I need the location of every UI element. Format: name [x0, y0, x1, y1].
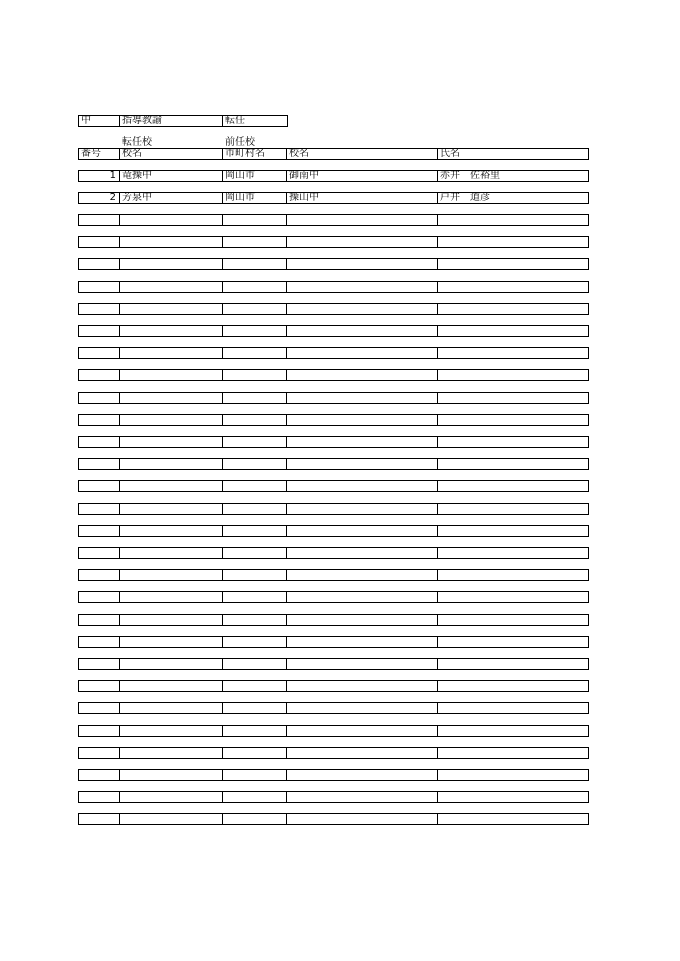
previous-school-group-label: 前任校	[225, 137, 255, 148]
empty-row-number	[78, 414, 120, 426]
empty-new-school-cell	[119, 547, 223, 559]
empty-previous-school-cell	[286, 236, 438, 248]
empty-row-number	[78, 680, 120, 692]
empty-city-cell	[222, 392, 287, 404]
column-header-new-school: 校名	[119, 148, 223, 160]
empty-new-school-cell	[119, 281, 223, 293]
empty-new-school-cell	[119, 569, 223, 581]
empty-name-cell	[437, 392, 589, 404]
empty-new-school-cell	[119, 725, 223, 737]
empty-previous-school-cell	[286, 325, 438, 337]
column-header-name: 氏名	[437, 148, 589, 160]
empty-city-cell	[222, 614, 287, 626]
empty-city-cell	[222, 480, 287, 492]
empty-row-number	[78, 591, 120, 603]
empty-name-cell	[437, 614, 589, 626]
empty-row-number	[78, 614, 120, 626]
empty-city-cell	[222, 702, 287, 714]
empty-new-school-cell	[119, 769, 223, 781]
empty-new-school-cell	[119, 369, 223, 381]
empty-previous-school-cell	[286, 303, 438, 315]
empty-name-cell	[437, 569, 589, 581]
empty-city-cell	[222, 725, 287, 737]
empty-previous-school-cell	[286, 258, 438, 270]
empty-row-number	[78, 525, 120, 537]
empty-city-cell	[222, 747, 287, 759]
empty-city-cell	[222, 458, 287, 470]
empty-name-cell	[437, 303, 589, 315]
empty-city-cell	[222, 813, 287, 825]
empty-row-number	[78, 658, 120, 670]
empty-previous-school-cell	[286, 725, 438, 737]
empty-row-number	[78, 702, 120, 714]
empty-name-cell	[437, 725, 589, 737]
empty-previous-school-cell	[286, 591, 438, 603]
empty-row-number	[78, 747, 120, 759]
empty-name-cell	[437, 591, 589, 603]
empty-new-school-cell	[119, 503, 223, 515]
empty-previous-school-cell	[286, 791, 438, 803]
empty-city-cell	[222, 569, 287, 581]
empty-row-number	[78, 258, 120, 270]
empty-new-school-cell	[119, 813, 223, 825]
empty-previous-school-cell	[286, 702, 438, 714]
empty-previous-school-cell	[286, 480, 438, 492]
empty-name-cell	[437, 347, 589, 359]
empty-city-cell	[222, 436, 287, 448]
empty-row-number	[78, 791, 120, 803]
empty-row-number	[78, 769, 120, 781]
empty-new-school-cell	[119, 480, 223, 492]
new-school-cell: 芳泉中	[119, 192, 223, 204]
empty-row-number	[78, 725, 120, 737]
empty-new-school-cell	[119, 614, 223, 626]
empty-city-cell	[222, 258, 287, 270]
empty-row-number	[78, 458, 120, 470]
empty-previous-school-cell	[286, 614, 438, 626]
empty-name-cell	[437, 547, 589, 559]
empty-new-school-cell	[119, 702, 223, 714]
empty-row-number	[78, 236, 120, 248]
empty-new-school-cell	[119, 658, 223, 670]
empty-previous-school-cell	[286, 414, 438, 426]
empty-new-school-cell	[119, 436, 223, 448]
previous-school-cell: 操山中	[286, 192, 438, 204]
empty-previous-school-cell	[286, 525, 438, 537]
empty-name-cell	[437, 436, 589, 448]
empty-name-cell	[437, 702, 589, 714]
empty-name-cell	[437, 325, 589, 337]
empty-name-cell	[437, 414, 589, 426]
empty-previous-school-cell	[286, 281, 438, 293]
empty-previous-school-cell	[286, 214, 438, 226]
empty-name-cell	[437, 369, 589, 381]
school-type-cell: 中	[78, 115, 120, 127]
empty-city-cell	[222, 236, 287, 248]
empty-row-number	[78, 303, 120, 315]
empty-new-school-cell	[119, 791, 223, 803]
column-header-city: 市町村名	[222, 148, 287, 160]
empty-city-cell	[222, 281, 287, 293]
empty-new-school-cell	[119, 347, 223, 359]
empty-new-school-cell	[119, 525, 223, 537]
empty-previous-school-cell	[286, 436, 438, 448]
city-cell: 岡山市	[222, 192, 287, 204]
empty-city-cell	[222, 547, 287, 559]
empty-name-cell	[437, 258, 589, 270]
new-school-cell: 竜操中	[119, 170, 223, 182]
empty-previous-school-cell	[286, 369, 438, 381]
empty-city-cell	[222, 525, 287, 537]
empty-new-school-cell	[119, 325, 223, 337]
empty-previous-school-cell	[286, 636, 438, 648]
empty-new-school-cell	[119, 236, 223, 248]
empty-previous-school-cell	[286, 680, 438, 692]
column-header-number: 番号	[78, 148, 120, 160]
empty-city-cell	[222, 347, 287, 359]
empty-name-cell	[437, 680, 589, 692]
empty-name-cell	[437, 525, 589, 537]
empty-row-number	[78, 503, 120, 515]
empty-name-cell	[437, 480, 589, 492]
empty-city-cell	[222, 636, 287, 648]
empty-city-cell	[222, 791, 287, 803]
empty-row-number	[78, 480, 120, 492]
empty-previous-school-cell	[286, 392, 438, 404]
empty-new-school-cell	[119, 636, 223, 648]
empty-new-school-cell	[119, 591, 223, 603]
empty-row-number	[78, 325, 120, 337]
empty-name-cell	[437, 214, 589, 226]
empty-name-cell	[437, 236, 589, 248]
empty-name-cell	[437, 791, 589, 803]
empty-name-cell	[437, 658, 589, 670]
empty-new-school-cell	[119, 414, 223, 426]
empty-name-cell	[437, 813, 589, 825]
empty-row-number	[78, 281, 120, 293]
empty-previous-school-cell	[286, 813, 438, 825]
empty-city-cell	[222, 769, 287, 781]
city-cell: 岡山市	[222, 170, 287, 182]
column-header-previous-school: 校名	[286, 148, 438, 160]
empty-new-school-cell	[119, 458, 223, 470]
empty-city-cell	[222, 214, 287, 226]
empty-previous-school-cell	[286, 347, 438, 359]
empty-previous-school-cell	[286, 747, 438, 759]
empty-city-cell	[222, 369, 287, 381]
empty-name-cell	[437, 636, 589, 648]
empty-row-number	[78, 214, 120, 226]
empty-city-cell	[222, 325, 287, 337]
transfer-cell: 転任	[222, 115, 288, 127]
empty-previous-school-cell	[286, 769, 438, 781]
empty-city-cell	[222, 591, 287, 603]
previous-school-cell: 御南中	[286, 170, 438, 182]
new-school-group-label: 転任校	[122, 137, 152, 148]
empty-previous-school-cell	[286, 547, 438, 559]
empty-row-number	[78, 636, 120, 648]
empty-new-school-cell	[119, 747, 223, 759]
empty-new-school-cell	[119, 392, 223, 404]
empty-city-cell	[222, 503, 287, 515]
row-number: 1	[78, 170, 120, 182]
empty-previous-school-cell	[286, 569, 438, 581]
empty-row-number	[78, 347, 120, 359]
empty-new-school-cell	[119, 214, 223, 226]
row-number: 2	[78, 192, 120, 204]
name-cell: 赤井 佐裕里	[437, 170, 589, 182]
empty-name-cell	[437, 769, 589, 781]
empty-previous-school-cell	[286, 658, 438, 670]
empty-previous-school-cell	[286, 503, 438, 515]
empty-name-cell	[437, 458, 589, 470]
empty-row-number	[78, 392, 120, 404]
empty-name-cell	[437, 503, 589, 515]
empty-city-cell	[222, 680, 287, 692]
empty-row-number	[78, 813, 120, 825]
empty-name-cell	[437, 747, 589, 759]
empty-city-cell	[222, 658, 287, 670]
empty-city-cell	[222, 303, 287, 315]
empty-name-cell	[437, 281, 589, 293]
empty-previous-school-cell	[286, 458, 438, 470]
empty-city-cell	[222, 414, 287, 426]
empty-row-number	[78, 569, 120, 581]
empty-new-school-cell	[119, 303, 223, 315]
name-cell: 戸井 道彦	[437, 192, 589, 204]
empty-row-number	[78, 436, 120, 448]
empty-row-number	[78, 547, 120, 559]
position-cell: 指導教諭	[119, 115, 223, 127]
empty-row-number	[78, 369, 120, 381]
empty-new-school-cell	[119, 680, 223, 692]
empty-new-school-cell	[119, 258, 223, 270]
